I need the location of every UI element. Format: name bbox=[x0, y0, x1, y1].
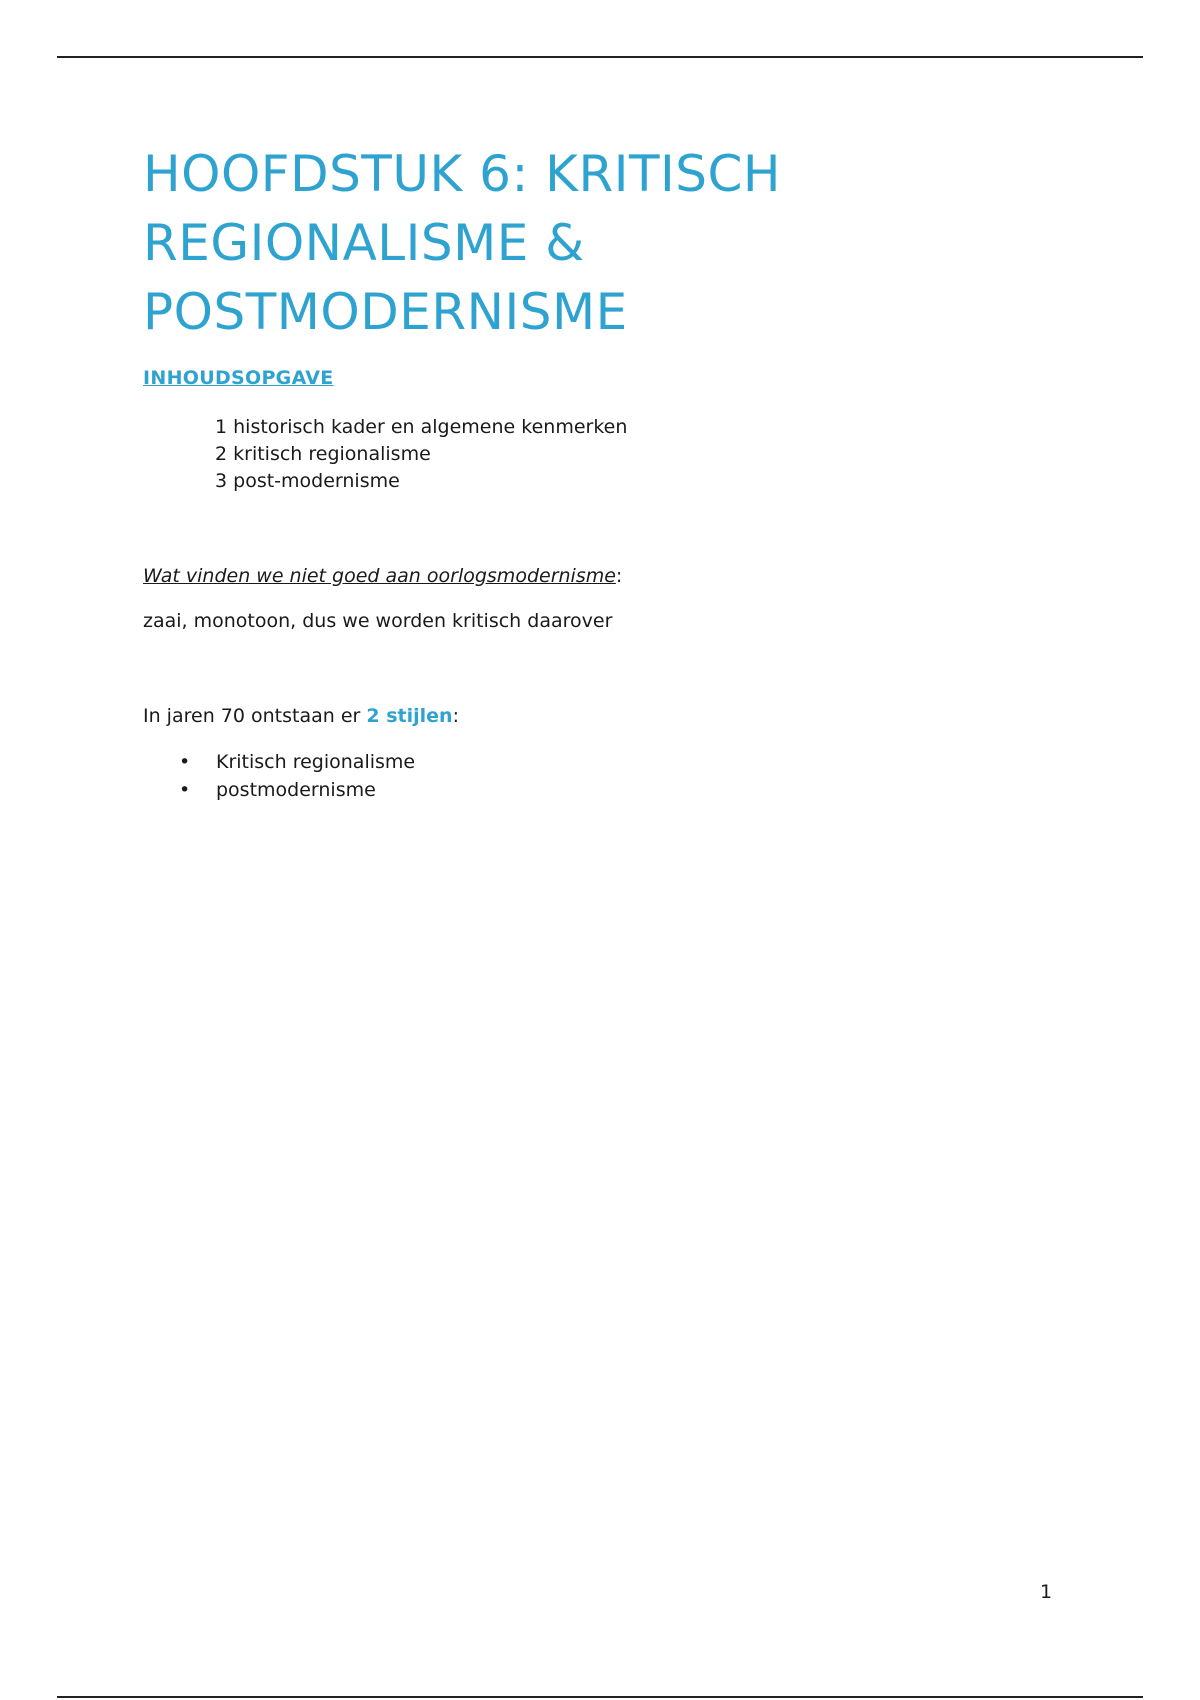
question-paragraph bbox=[143, 563, 1043, 590]
footer-rule bbox=[57, 1696, 1143, 1698]
styles-list bbox=[143, 748, 1043, 804]
list-item-label: postmodernisme bbox=[216, 779, 376, 801]
header-rule bbox=[57, 56, 1143, 58]
toc-heading: INHOUDSOPGAVE bbox=[143, 367, 334, 389]
question-text: Wat vinden we niet goed aan oorlogsmodernisme bbox=[143, 565, 616, 587]
answer-paragraph: zaai, monotoon, dus we worden kritisch daarover bbox=[143, 610, 613, 632]
styles-intro-colon: : bbox=[452, 705, 459, 727]
list-item-label: Kritisch regionalisme bbox=[216, 751, 416, 773]
list-item bbox=[143, 776, 1043, 804]
question-colon: : bbox=[615, 565, 623, 587]
page-content bbox=[143, 140, 1043, 804]
chapter-title: HOOFDSTUK 6: KRITISCH REGIONALISME & POSTMODERNISME bbox=[143, 145, 781, 341]
styles-intro-accent: 2 stijlen bbox=[366, 705, 453, 727]
toc-list bbox=[215, 414, 1043, 495]
toc-item: 1 historisch kader en algemene kenmerken bbox=[215, 416, 628, 438]
styles-intro-prefix: In jaren 70 ontstaan er bbox=[143, 705, 367, 727]
page-number: 1 bbox=[1040, 1581, 1053, 1603]
toc-item: 2 kritisch regionalisme bbox=[215, 443, 431, 465]
bullet-icon: • bbox=[179, 751, 191, 773]
list-item bbox=[143, 748, 1043, 776]
bullet-icon: • bbox=[179, 779, 191, 801]
styles-intro bbox=[143, 703, 1043, 730]
toc-item: 3 post-modernisme bbox=[215, 470, 400, 492]
